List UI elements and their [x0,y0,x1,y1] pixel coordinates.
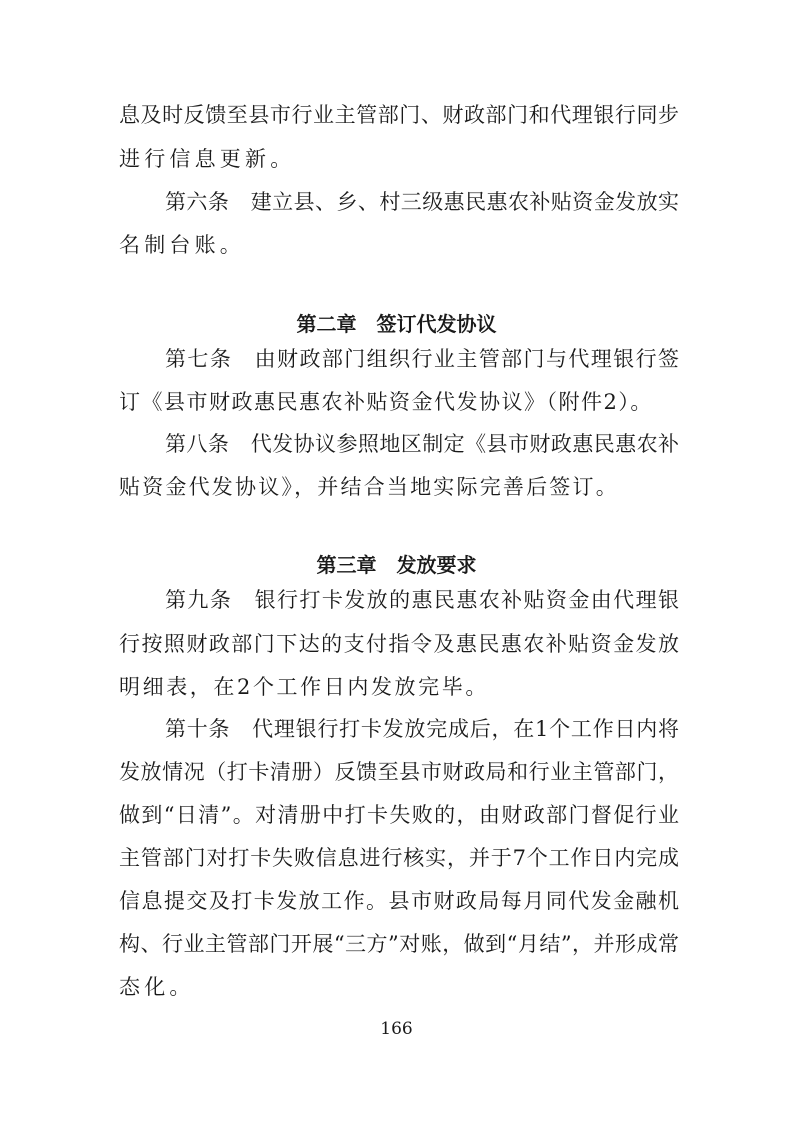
paragraph-line: 订《县市财政惠民惠农补贴资金代发协议》（附件2）。 [119,390,653,414]
article-9-line: 第九条 银行打卡发放的惠民惠农补贴资金由代理银 [165,588,679,612]
paragraph-line: 行按照财政部门下达的支付指令及惠民惠农补贴资金发放 [119,632,679,656]
paragraph-line: 贴资金代发协议》，并结合当地实际完善后签订。 [119,475,619,499]
paragraph-line: 进行信息更新。 [119,147,296,171]
article-6-line: 第六条 建立县、乡、村三级惠民惠农补贴资金发放实 [165,190,679,214]
chapter-2-heading: 第二章 签订代发协议 [296,312,497,336]
paragraph-line: 发放情况（打卡清册）反馈至县市财政局和行业主管部门， [119,760,679,784]
paragraph-line: 名制台账。 [119,233,245,257]
paragraph-line: 态化。 [119,975,195,999]
paragraph-line: 构、行业主管部门开展“三方”对账，做到“月结”，并形成常 [119,932,679,956]
paragraph-line: 明细表，在2个工作日内发放完毕。 [119,675,489,699]
article-10-line: 第十条 代理银行打卡发放完成后，在1个工作日内将 [165,717,679,741]
page-number: 166 [380,1019,413,1039]
paragraph-line: 做到“日清”。对清册中打卡失败的，由财政部门督促行业 [119,803,679,827]
chapter-3-heading: 第三章 发放要求 [316,553,477,577]
article-8-line: 第八条 代发协议参照地区制定《县市财政惠民惠农补 [165,432,679,456]
paragraph-line: 主管部门对打卡失败信息进行核实，并于7个工作日内完成 [119,846,679,870]
paragraph-line: 信息提交及打卡发放工作。县市财政局每月同代发金融机 [119,889,679,913]
article-7-line: 第七条 由财政部门组织行业主管部门与代理银行签 [165,347,679,371]
paragraph-line: 息及时反馈至县市行业主管部门、财政部门和代理银行同步 [119,103,679,127]
